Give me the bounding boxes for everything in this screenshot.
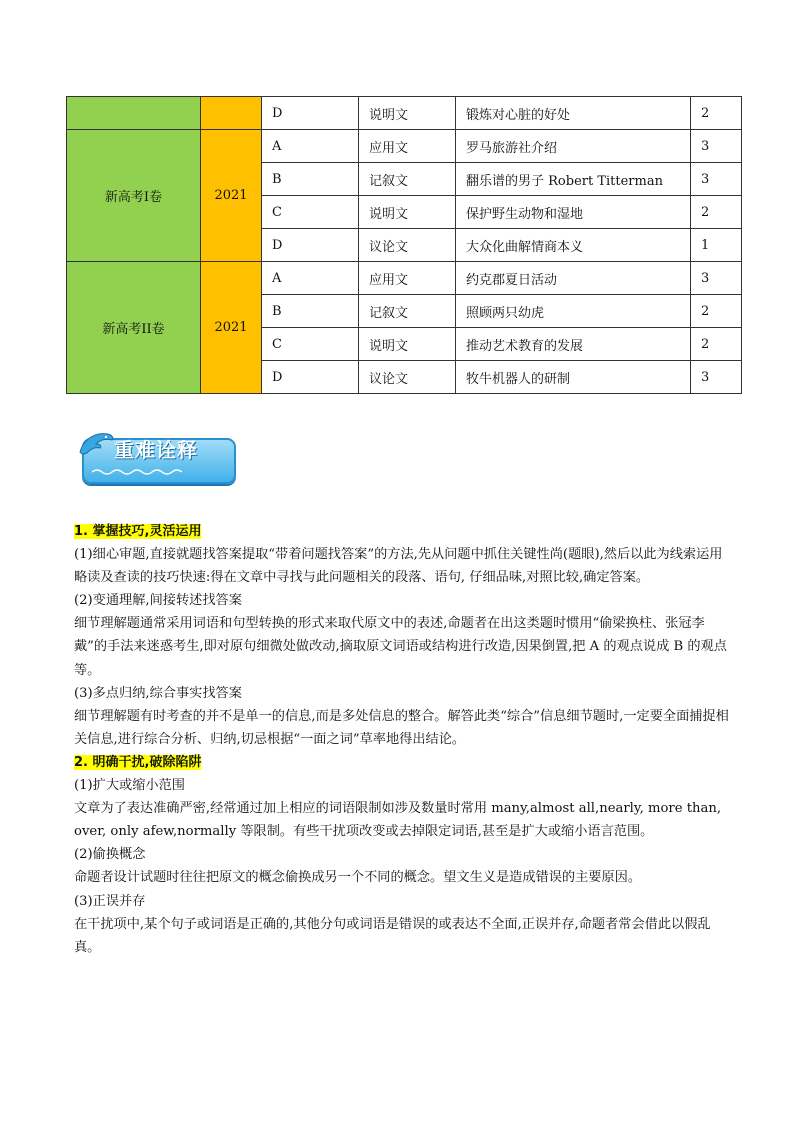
- badge-label: 重难诠释: [114, 438, 198, 462]
- passage-letter: C: [262, 196, 359, 229]
- passage-letter: C: [262, 328, 359, 361]
- passage-type: 议论文: [359, 229, 456, 262]
- wave-decoration: [92, 468, 182, 476]
- passage-letter: D: [262, 361, 359, 394]
- passage-type: 记叙文: [359, 163, 456, 196]
- subsection-body: 细节理解题通常采用词语和句型转换的形式来取代原文中的表述,命题者在出这类题时惯用“偷梁换柱、张冠李戴”的手法来迷惑考生,即对原句细微处做改动,摘取原文词语或结构进行改造,因果倒置,把 A 的观点说成 B 的观点等。: [74, 616, 727, 678]
- question-count: 2: [691, 97, 742, 130]
- passage-type: 议论文: [359, 361, 456, 394]
- passage-type: 说明文: [359, 97, 456, 130]
- passage-type: 应用文: [359, 262, 456, 295]
- table-row: [67, 262, 742, 295]
- year-cell: 2021: [201, 130, 262, 262]
- category-cell-continued: [67, 97, 201, 130]
- passage-topic: 牧牛机器人的研制: [456, 361, 691, 394]
- passage-letter: D: [262, 97, 359, 130]
- year-cell-continued: [201, 97, 262, 130]
- table-row: [67, 130, 742, 163]
- dolphin-icon: [76, 428, 116, 462]
- subsection-heading: (3)正误并存: [74, 893, 146, 909]
- subsection-heading: (2)偷换概念: [74, 847, 146, 863]
- subsection-heading: (3)多点归纳,综合事实找答案: [74, 685, 242, 701]
- question-count: 1: [691, 229, 742, 262]
- passage-letter: A: [262, 262, 359, 295]
- subsection-body: 细节理解题有时考查的并不是单一的信息,而是多处信息的整合。解答此类“综合”信息细节题时,一定要全面捕捉相关信息,进行综合分析、归纳,切忌根据“一面之词”草率地得出结论。: [74, 708, 729, 747]
- section-badge: [76, 428, 236, 484]
- question-count: 2: [691, 196, 742, 229]
- passage-topic: 保护野生动物和湿地: [456, 196, 691, 229]
- question-count: 3: [691, 130, 742, 163]
- passage-letter: B: [262, 163, 359, 196]
- question-count: 3: [691, 262, 742, 295]
- passage-topic: 锻炼对心脏的好处: [456, 97, 691, 130]
- question-count: 2: [691, 295, 742, 328]
- subsection-body: 在干扰项中,某个句子或词语是正确的,其他分句或词语是错误的或表达不全面,正误并存,命题者常会借此以假乱真。: [74, 916, 711, 955]
- passage-topic: 翻乐谱的男子 Robert Titterman: [456, 163, 691, 196]
- subsection-heading: (1)扩大或缩小范围: [74, 778, 185, 794]
- question-count: 3: [691, 163, 742, 196]
- table-row: [67, 97, 742, 130]
- passage-letter: A: [262, 130, 359, 163]
- category-cell: 新高考I卷: [67, 130, 201, 262]
- passage-letter: B: [262, 295, 359, 328]
- subsection-heading: (2)变通理解,间接转述找答案: [74, 593, 242, 609]
- subsection-body: 文章为了表达准确严密,经常通过加上相应的词语限制如涉及数量时常用 many,almost all,nearly, more than, over, only afew,normally 等限制。有些干扰项改变或去掉限定词语,甚至是扩大或缩小语言范围。: [74, 801, 722, 840]
- passage-topic: 大众化曲解情商本义: [456, 229, 691, 262]
- section-heading: 2. 明确干扰,破除陷阱: [74, 754, 202, 770]
- section-heading: 1. 掌握技巧,灵活运用: [74, 524, 202, 539]
- passage-type: 记叙文: [359, 295, 456, 328]
- subsection-text: (1)细心审题,直接就题找答案提取“带着问题找答案”的方法,先从问题中抓住关键性尚(题眼),然后以此为线索运用略读及查读的技巧快速:得在文章中寻找与此问题相关的段落、语句, 仔细品味,对照比较,确定答案。: [74, 547, 723, 586]
- year-cell: 2021: [201, 262, 262, 394]
- category-cell: 新高考II卷: [67, 262, 201, 394]
- question-count: 2: [691, 328, 742, 361]
- passage-topic: 照顾两只幼虎: [456, 295, 691, 328]
- passage-letter: D: [262, 229, 359, 262]
- passage-topic: 约克郡夏日活动: [456, 262, 691, 295]
- exam-passage-table: [66, 96, 742, 394]
- passage-type: 说明文: [359, 328, 456, 361]
- subsection-body: 命题者设计试题时往往把原文的概念偷换成另一个不同的概念。望文生义是造成错误的主要原因。: [74, 870, 642, 886]
- passage-topic: 罗马旅游社介绍: [456, 130, 691, 163]
- explanation-content: [74, 520, 734, 959]
- question-count: 3: [691, 361, 742, 394]
- passage-type: 应用文: [359, 130, 456, 163]
- passage-type: 说明文: [359, 196, 456, 229]
- passage-topic: 推动艺术教育的发展: [456, 328, 691, 361]
